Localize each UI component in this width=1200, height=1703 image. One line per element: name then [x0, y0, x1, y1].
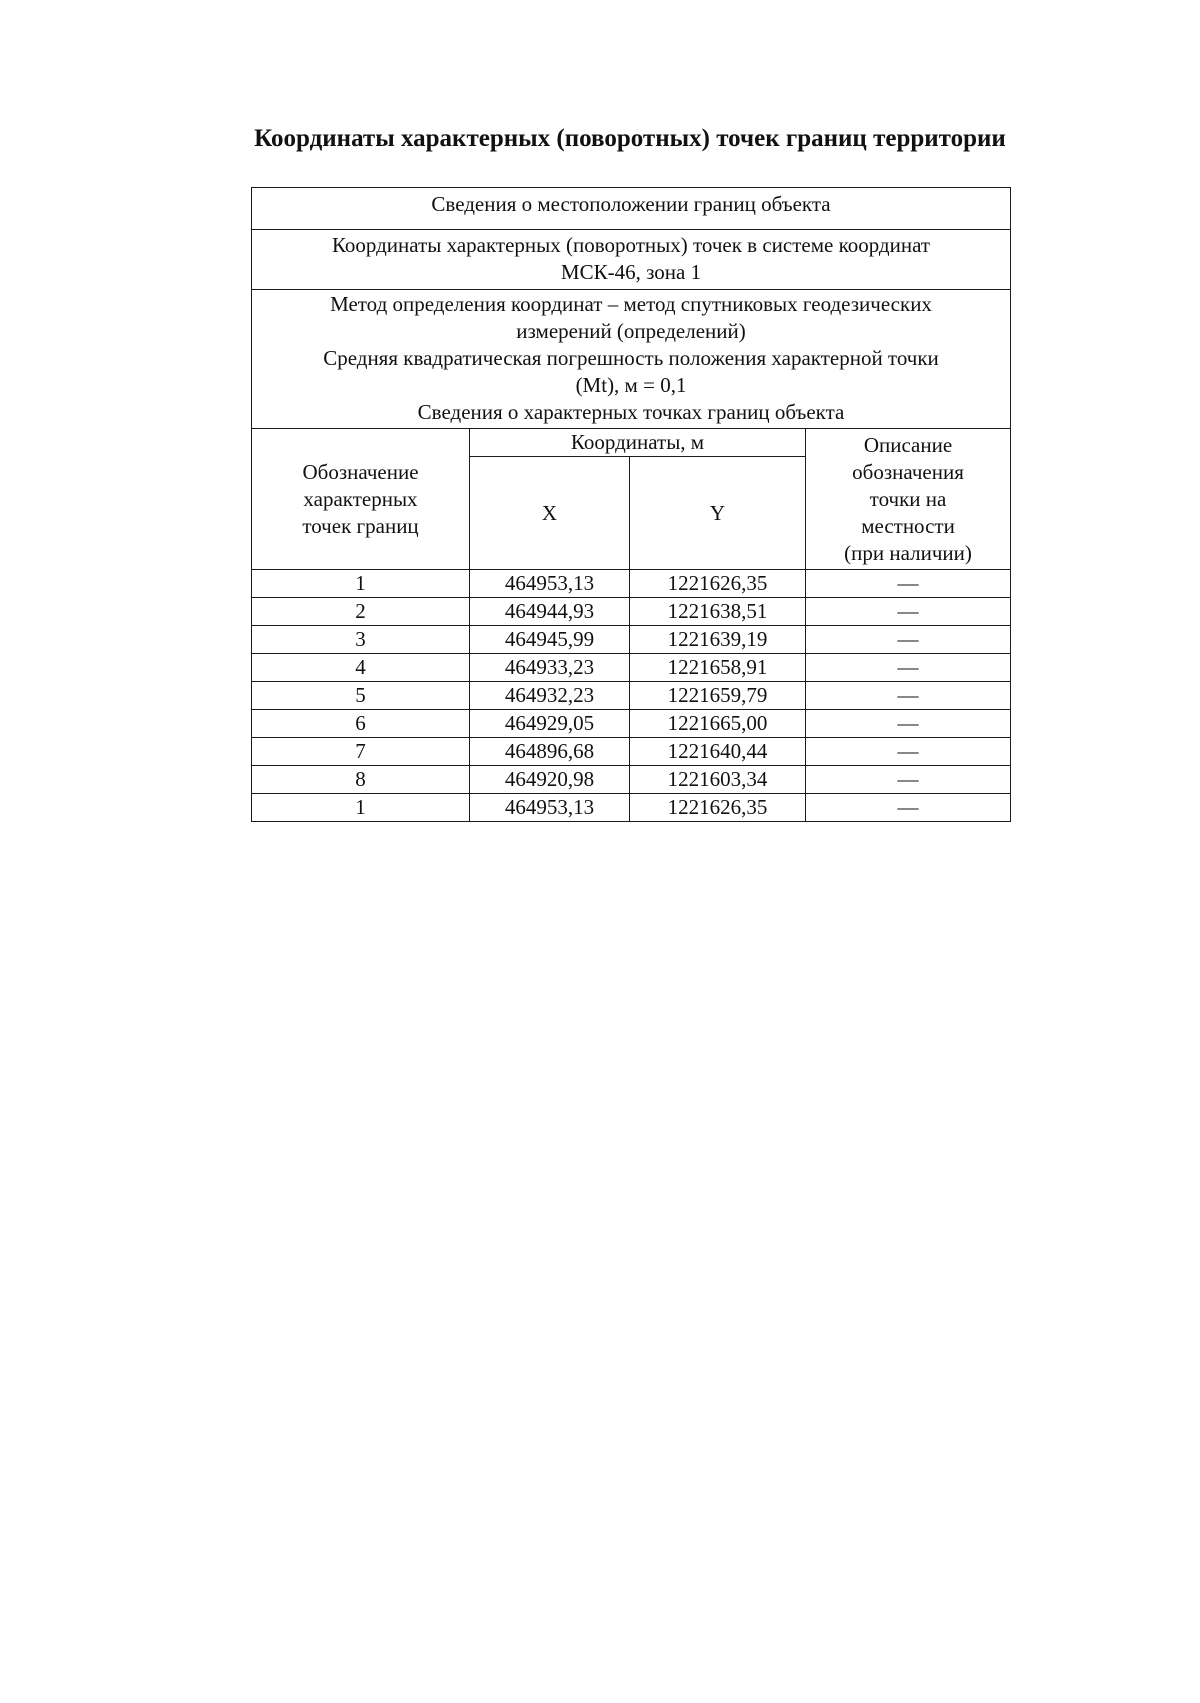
- y-cell: 1221665,00: [630, 710, 806, 738]
- description-header-line-4: местности: [861, 513, 955, 538]
- description-cell: —: [806, 738, 1011, 766]
- section-title-row: [252, 188, 1011, 230]
- designation-header-line-3: точек границ: [302, 513, 419, 538]
- designation-header: [252, 429, 470, 570]
- page-title: Координаты характерных (поворотных) точек границ территории: [254, 125, 1006, 152]
- section-title: Сведения о местоположении границ объекта: [252, 188, 1011, 230]
- description-cell: —: [806, 654, 1011, 682]
- description-cell: —: [806, 794, 1011, 822]
- method-line-2: измерений (определений): [516, 319, 746, 343]
- description-cell: —: [806, 598, 1011, 626]
- y-cell: 1221659,79: [630, 682, 806, 710]
- table-row: [252, 654, 1011, 682]
- x-cell: 464945,99: [470, 626, 630, 654]
- description-header-line-2: обозначения: [852, 459, 964, 484]
- method-line-1: Метод определения координат – метод спутниковых геодезических: [330, 292, 932, 316]
- y-cell: 1221640,44: [630, 738, 806, 766]
- x-cell: 464920,98: [470, 766, 630, 794]
- designation-header-line-2: характерных: [303, 486, 418, 511]
- table-row: [252, 766, 1011, 794]
- x-cell: 464953,13: [470, 794, 630, 822]
- table-row: [252, 710, 1011, 738]
- description-header-line-5: (при наличии): [844, 540, 972, 565]
- y-cell: 1221639,19: [630, 626, 806, 654]
- x-cell: 464929,05: [470, 710, 630, 738]
- table-row: [252, 626, 1011, 654]
- point-cell: 1: [252, 794, 470, 822]
- method-info-cell: [252, 290, 1011, 429]
- point-cell: 7: [252, 738, 470, 766]
- point-cell: 1: [252, 570, 470, 598]
- x-cell: 464932,23: [470, 682, 630, 710]
- x-cell: 464933,23: [470, 654, 630, 682]
- coordinates-header: Координаты, м: [470, 429, 806, 457]
- table-row: [252, 738, 1011, 766]
- y-cell: 1221638,51: [630, 598, 806, 626]
- method-info-row: [252, 290, 1011, 429]
- points-title: Сведения о характерных точках границ объекта: [417, 400, 845, 424]
- description-cell: —: [806, 766, 1011, 794]
- description-header-line-3: точки на: [869, 486, 947, 511]
- point-cell: 2: [252, 598, 470, 626]
- table-row: [252, 598, 1011, 626]
- x-cell: 464944,93: [470, 598, 630, 626]
- description-cell: —: [806, 626, 1011, 654]
- x-header: X: [470, 457, 630, 570]
- x-cell: 464896,68: [470, 738, 630, 766]
- header-row: [252, 429, 1011, 457]
- table-row: [252, 794, 1011, 822]
- table-row: [252, 682, 1011, 710]
- y-cell: 1221658,91: [630, 654, 806, 682]
- error-line-1: Средняя квадратическая погрешность положения характерной точки: [323, 346, 939, 370]
- coord-system: Координаты характерных (поворотных) точек в системе координат МСК-46, зона 1: [252, 230, 1011, 290]
- y-header: Y: [630, 457, 806, 570]
- description-cell: —: [806, 710, 1011, 738]
- designation-header-line-1: Обозначение: [302, 459, 419, 484]
- point-cell: 8: [252, 766, 470, 794]
- description-cell: —: [806, 570, 1011, 598]
- table-row: [252, 570, 1011, 598]
- x-cell: 464953,13: [470, 570, 630, 598]
- coord-system-row: [252, 230, 1011, 290]
- point-cell: 4: [252, 654, 470, 682]
- y-cell: 1221603,34: [630, 766, 806, 794]
- coordinates-table: [251, 187, 1011, 822]
- error-line-2: (Mt), м = 0,1: [575, 373, 687, 397]
- y-cell: 1221626,35: [630, 570, 806, 598]
- point-cell: 3: [252, 626, 470, 654]
- data-rows: [252, 570, 1011, 822]
- description-cell: —: [806, 682, 1011, 710]
- point-cell: 6: [252, 710, 470, 738]
- description-header: [806, 429, 1011, 570]
- description-header-line-1: Описание: [863, 432, 953, 457]
- point-cell: 5: [252, 682, 470, 710]
- y-cell: 1221626,35: [630, 794, 806, 822]
